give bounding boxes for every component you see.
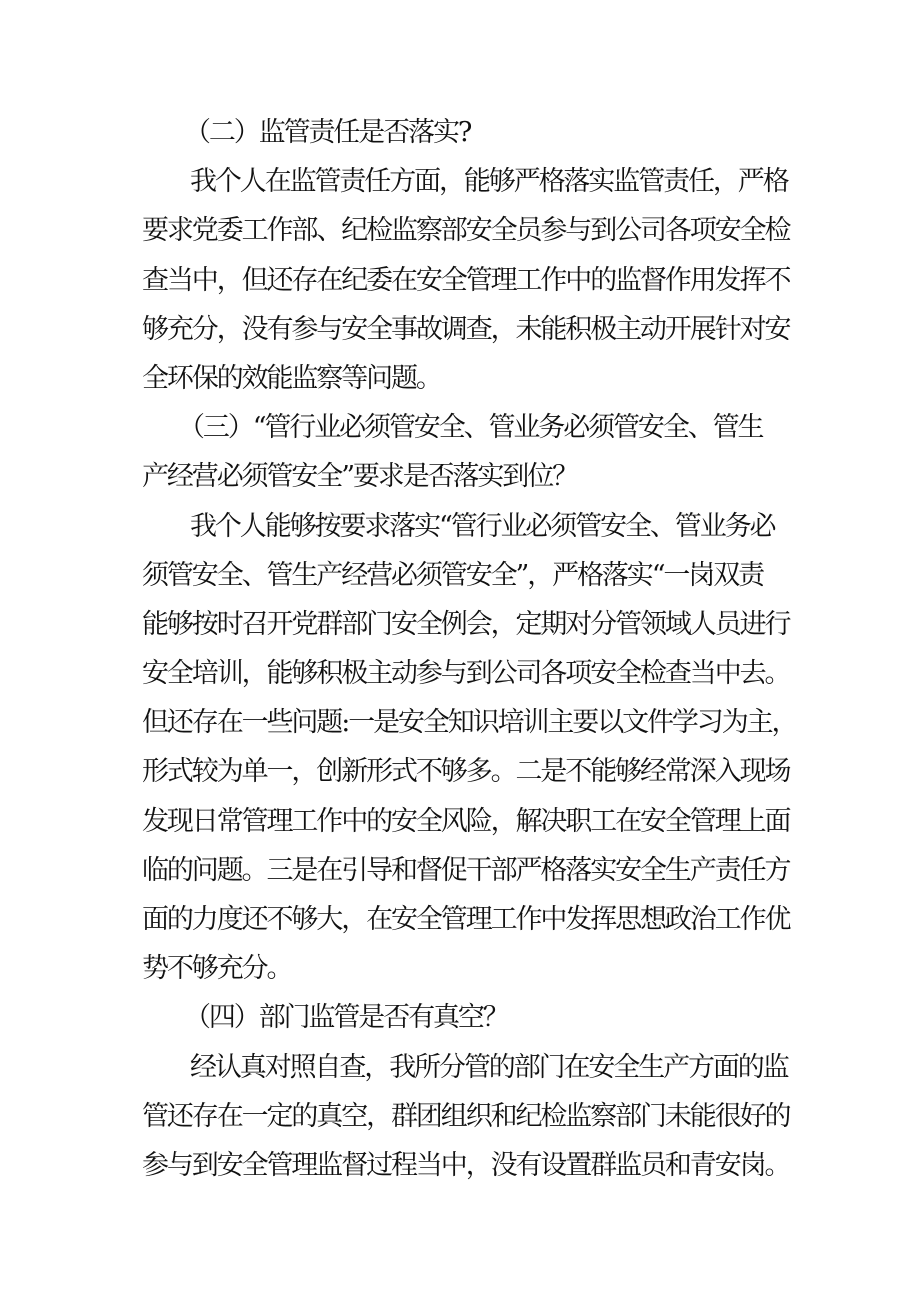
text-line: 发现日常管理工作中的安全风险，解决职工在安全管理上面: [142, 805, 790, 837]
text-line: 安全培训，能够积极主动参与到公司各项安全检查当中去。: [142, 658, 790, 690]
text-line: 参与到安全管理监督过程当中，没有设置群监员和青安岗。: [142, 1149, 790, 1181]
text-line: 查当中，但还存在纪委在安全管理工作中的监督作用发挥不: [142, 264, 790, 296]
section-heading-3: （三）“管行业必须管安全、管业务必须管安全、管生: [178, 412, 763, 444]
text-line: 我个人在监管责任方面，能够严格落实监管责任，严格: [190, 166, 788, 198]
text-line: 管还存在一定的真空，群团组织和纪检监察部门未能很好的: [142, 1100, 790, 1132]
section-heading-2: （二）监管责任是否落实?: [184, 117, 471, 148]
text-line: 临的问题。三是在引导和督促干部严格落实安全生产责任方: [142, 854, 790, 886]
text-line: 能够按时召开党群部门安全例会，定期对分管领域人员进行: [142, 608, 790, 640]
text-line: 面的力度还不够大，在安全管理工作中发挥思想政治工作优: [142, 904, 790, 935]
text-line: 形式较为单一，创新形式不够多。二是不能够经常深入现场: [142, 756, 790, 788]
section-heading-4: （四）部门监管是否有真空？: [184, 1002, 508, 1034]
section-heading-3-cont: 产经营必须管安全”要求是否落实到位？: [142, 461, 578, 493]
text-line: 但还存在一些问题:一是安全知识培训主要以文件学习为主，: [142, 707, 797, 739]
text-line: 我个人能够按要求落实“管行业必须管安全、管业务必: [190, 510, 775, 542]
text-line: 须管安全、管生产经营必须管安全”，严格落实“一岗双责: [142, 559, 764, 591]
text-line: 经认真对照自查，我所分管的部门在安全生产方面的监: [190, 1051, 788, 1083]
text-line: 势不够充分。: [142, 953, 292, 985]
text-line: 够充分，没有参与安全事故调查，未能积极主动开展针对安: [142, 313, 790, 345]
text-line: 要求党委工作部、纪检监察部安全员参与到公司各项安全检: [142, 215, 790, 247]
document-body: [0, 108, 920, 1190]
text-line: 全环保的效能监察等问题。: [142, 362, 441, 394]
